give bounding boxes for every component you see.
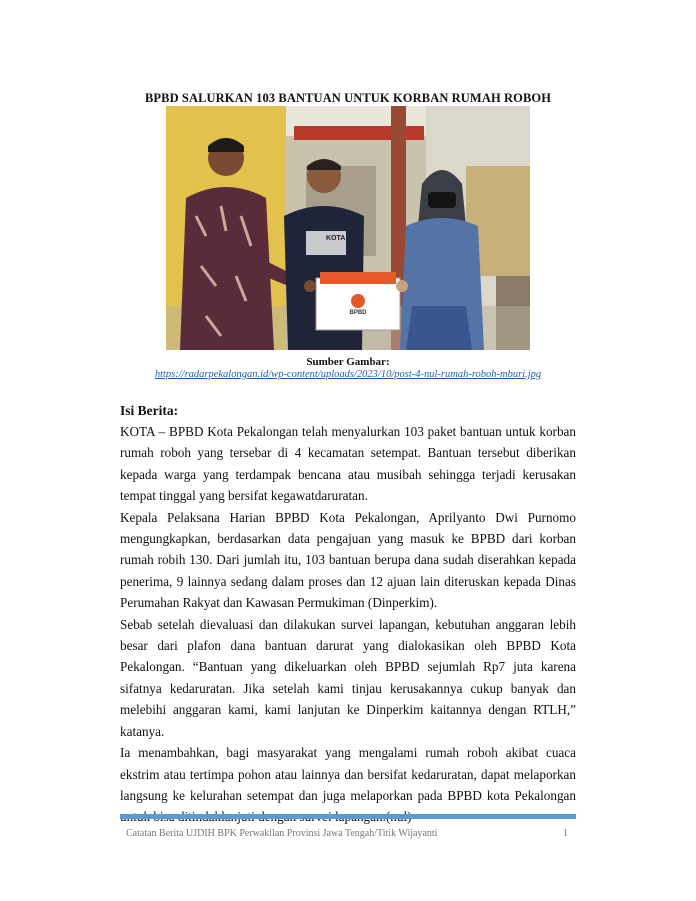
paragraph: Sebab setelah dievaluasi dan dilakukan survei lapangan, kebutuhan anggaran lebih besar dari plafon dana bantuan darurat yang dialokasikan oleh BPBD Kota Pekalongan. “Bantuan yang dikeluarkan oleh BPBD sejumlah Rp7 juta karena sifatnya kedaruratan. Jika setelah kami tinjau kerusakannya cukup banyak dan melebihi anggaran kami, kami lanjutan ke Dinperkim kaitannya dengan RTLH,” katanya. <box>120 616 576 739</box>
image-source-link[interactable]: https://radarpekalongan.id/wp-content/uploads/2023/10/post-4-nul-rumah-roboh-mburi.jpg <box>154 369 542 380</box>
image-caption-label: Sumber Gambar: <box>306 356 390 368</box>
paragraph: Ia menambahkan, bagi masyarakat yang mengalami rumah roboh akibat cuaca ekstrim atau tertimpa pohon atau lainnya dan bersifat kedaruratan, dapat melaporkan langsung ke kelurahan setempat dan juga melaporkan pada BPBD kota Pekalongan <box>120 745 576 803</box>
footer-text: Catatan Berita UJDIH BPK Perwakilan Provinsi Jawa Tengah/Titik Wijayanti <box>126 828 438 839</box>
footer-divider <box>120 814 576 819</box>
section-title: Isi Berita: <box>120 403 179 418</box>
article-body <box>120 401 576 828</box>
article-title: BPBD SALURKAN 103 BANTUAN UNTUK KORBAN RUMAH ROBOH <box>144 91 552 105</box>
shirt-text: KOTA <box>326 235 346 242</box>
box-bpbd-text: BPBD <box>349 310 367 316</box>
paragraph: KOTA – BPBD Kota Pekalongan telah menyalurkan 103 paket bantuan untuk korban rumah roboh yang tersebar di 4 kecamatan setempat. Bantuan tersebut diberikan kepada warga yang terdampak bencana atau musibah sehingga terjadi kerusakan tempat tinggal yang bersifat kegawatdaruratan. <box>120 424 576 504</box>
news-photo <box>166 106 530 350</box>
paragraph: Kepala Pelaksana Harian BPBD Kota Pekalongan, Aprilyanto Dwi Purnomo mengungkapkan, berdasarkan data pengajuan yang masuk ke BPBD dari korban rumah robih 130. Dari jumlah itu, 103 bantuan berupa dana sudah diserahkan kepada penerima, 9 lainnya sedang dalam proses dan 12 ajuan lain diteruskan kepada Dinas Perumahan Rakyat dan Kawasan Permukiman (Dinperkim). <box>120 509 576 611</box>
page-number: 1 <box>563 828 568 839</box>
